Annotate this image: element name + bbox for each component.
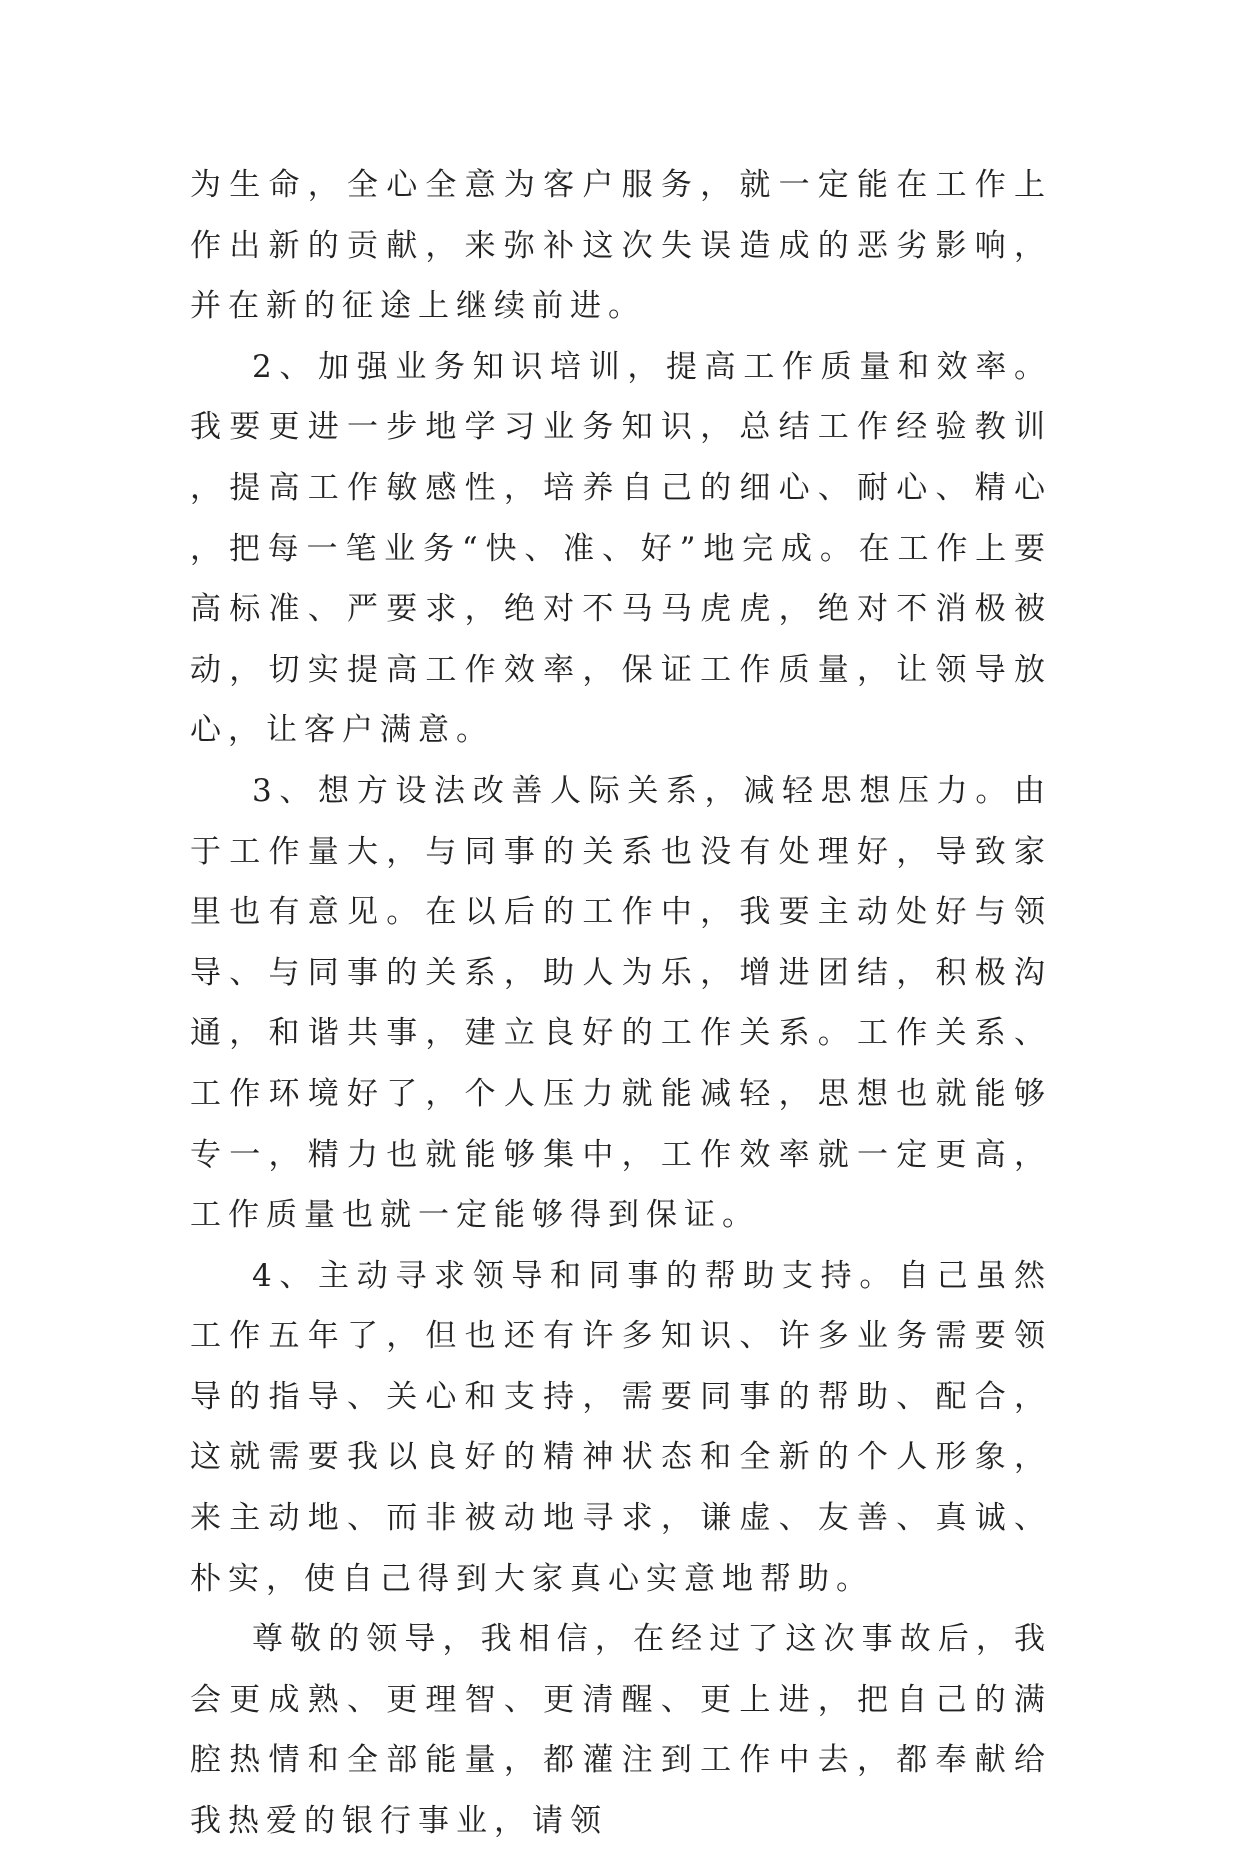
- document-body: [190, 155, 1052, 1852]
- paragraph-item-2: 2、加强业务知识培训，提高工作质量和效率。我要更进一步地学习业务知识，总结工作经验教训，提高工作敏感性，培养自己的细心、耐心、精心，把每一笔业务“快、准、好”地完成。在工作上要高标准、严要求，绝对不马马虎虎，绝对不消极被动，切实提高工作效率，保证工作质量，让领导放心，让客户满意。: [190, 348, 1052, 749]
- paragraph-item-4: 4、主动寻求领导和同事的帮助支持。自己虽然工作五年了，但也还有许多知识、许多业务需要领导的指导、关心和支持，需要同事的帮助、配合，这就需要我以良好的精神状态和全新的个人形象，来主动地、而非被动地寻求，谦虚、友善、真诚、朴实，使自己得到大家真心实意地帮助。: [190, 1257, 1052, 1597]
- paragraph-item-3: 3、想方设法改善人际关系，减轻思想压力。由于工作量大，与同事的关系也没有处理好，导致家里也有意见。在以后的工作中，我要主动处好与领导、与同事的关系，助人为乐，增进团结，积极沟通，和谐共事，建立良好的工作关系。工作关系、工作环境好了，个人压力就能减轻，思想也就能够专一，精力也就能够集中，工作效率就一定更高，工作质量也就一定能够得到保证。: [190, 772, 1052, 1234]
- paragraph-closing: 尊敬的领导，我相信，在经过了这次事故后，我会更成熟、更理智、更清醒、更上进，把自己的满腔热情和全部能量，都灌注到工作中去，都奉献给我热爱的银行事业，请领: [190, 1621, 1052, 1840]
- paragraph-continuation: 为生命，全心全意为客户服务，就一定能在工作上作出新的贡献，来弥补这次失误造成的恶劣影响，并在新的征途上继续前进。: [190, 167, 1052, 325]
